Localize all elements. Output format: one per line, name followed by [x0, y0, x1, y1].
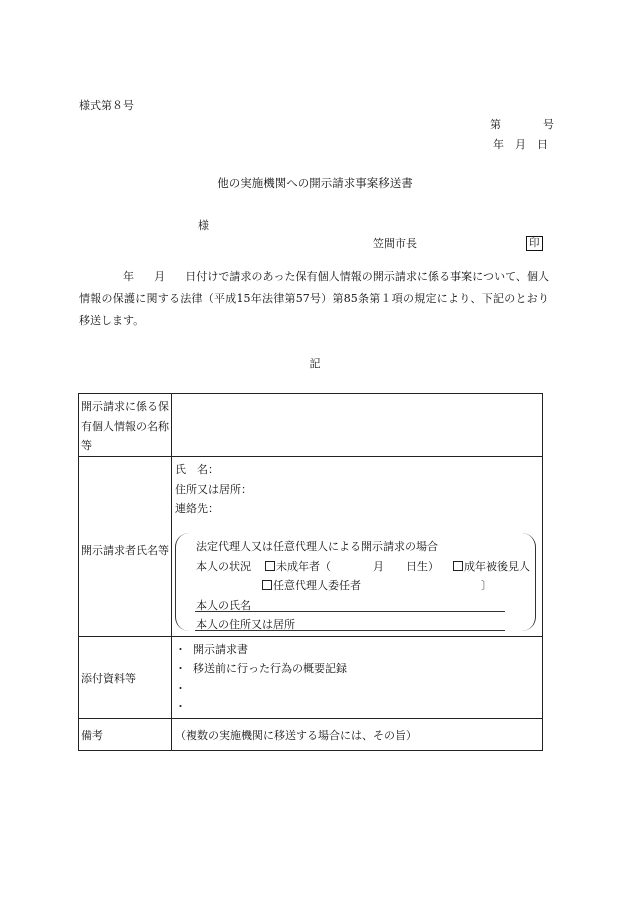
attachment-text: 移送前に行った行為の概要記録 [193, 662, 347, 675]
attachment-item-1 [175, 644, 248, 655]
remarks-value: （複数の実施機関に移送する場合には、その旨） [175, 729, 417, 742]
date-day: 日 [537, 138, 548, 151]
attachment-item-4 [175, 701, 193, 712]
date-year: 年 [493, 138, 504, 151]
status-label: 本人の状況 [196, 560, 251, 573]
principal-address-underline [195, 630, 505, 631]
attachment-item-3 [175, 683, 193, 694]
row-attachments-label-cell [79, 637, 172, 719]
principal-address-label: 本人の住所又は居所 [196, 618, 295, 631]
field-address: 住所又は居所： [175, 483, 252, 496]
checkbox-guardian[interactable] [453, 561, 463, 571]
body-text: 日付けで請求のあった保有個人情報の開示請求に係る事案について、個人情報の保護に関する法律（平成15年法律第57号）第85条第１項の規定により、下記のとおり移送します。 [79, 270, 550, 327]
row1-label-line1: 開示請求に係る保 [81, 400, 169, 413]
row1-label-line3: 等 [81, 439, 92, 452]
checkbox-agent[interactable] [262, 580, 272, 590]
row1-label-line2: 有個人情報の名称 [81, 420, 169, 433]
principal-name-underline [195, 611, 505, 612]
bullet: ・ [175, 662, 186, 675]
agent-option-line [262, 580, 492, 591]
sender-name: 笠間市長 [373, 237, 417, 250]
option-guardian: 成年被後見人 [464, 560, 530, 573]
doc-number-suffix: 号 [543, 118, 554, 131]
bullet: ・ [175, 682, 186, 695]
body-month: 月 [154, 270, 166, 283]
attachment-item-2 [175, 663, 347, 674]
field-name: 氏 名： [175, 463, 219, 476]
row2-label: 開示請求者氏名等 [81, 544, 169, 557]
document-title: 他の実施機関への開示請求事案移送書 [217, 176, 413, 190]
row-remarks [79, 718, 542, 751]
row-requester-label-cell [79, 457, 172, 637]
body-paragraph [79, 266, 549, 332]
document-number [490, 119, 554, 130]
form-number: 様式第８号 [79, 99, 134, 112]
bullet: ・ [175, 700, 186, 713]
row4-label: 備考 [81, 729, 103, 742]
close-bracket: 〕 [481, 579, 492, 592]
row-info-name [79, 394, 542, 456]
addressee: 様 [198, 219, 209, 232]
option-minor: 未成年者（ [276, 560, 331, 573]
doc-number-prefix: 第 [490, 118, 501, 131]
row-attachments [79, 636, 542, 719]
body-year: 年 [123, 270, 135, 283]
note-label: 記 [309, 357, 321, 370]
row-info-name-label [79, 394, 172, 456]
attachment-text: 開示請求書 [193, 643, 248, 656]
seal-mark: 印 [526, 236, 543, 251]
birth-day: 日生） [406, 560, 439, 573]
agent-title: 法定代理人又は任意代理人による開示請求の場合 [196, 540, 438, 553]
row3-label: 添付資料等 [81, 672, 136, 685]
birth-month: 月 [373, 560, 384, 573]
row-remarks-label-cell [79, 719, 172, 751]
principal-name-label: 本人の氏名 [196, 599, 251, 612]
option-agent: 任意代理人委任者 [273, 579, 361, 592]
issue-date [493, 139, 548, 150]
checkbox-minor[interactable] [265, 561, 275, 571]
date-month: 月 [515, 138, 526, 151]
field-contact: 連絡先： [175, 502, 219, 515]
principal-status-line [196, 561, 530, 572]
bullet: ・ [175, 643, 186, 656]
